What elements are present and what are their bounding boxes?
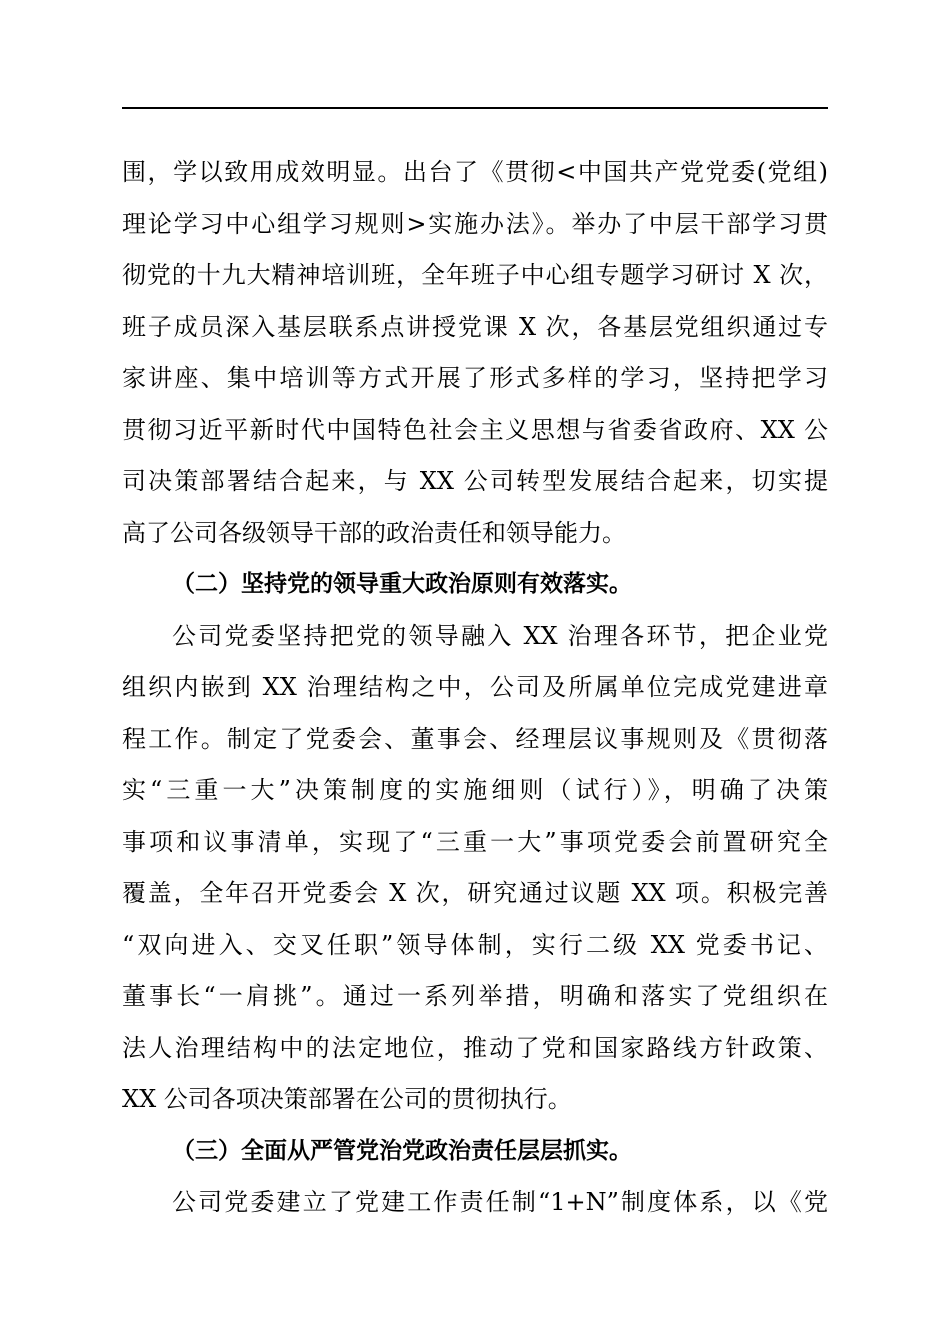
- body-line: 围，学以致用成效明显。出台了《贯彻<中国共产党党委(党组): [122, 158, 828, 186]
- document-body: [122, 147, 828, 1229]
- body-line: 组织内嵌到 XX 治理结构之中，公司及所属单位完成党建进章: [122, 673, 828, 701]
- body-line: 实“三重一大”决策制度的实施细则（试行）》，明确了决策: [122, 776, 828, 804]
- body-line: 公司党委坚持把党的领导融入 XX 治理各环节，把企业党: [172, 621, 828, 650]
- body-line: 覆盖，全年召开党委会 X 次，研究通过议题 XX 项。积极完善: [122, 879, 828, 907]
- body-line: 程工作。制定了党委会、董事会、经理层议事规则及《贯彻落: [122, 724, 828, 753]
- body-line: 法人治理结构中的法定地位，推动了党和国家路线方针政策、: [122, 1033, 828, 1062]
- header-rule: [122, 107, 828, 109]
- body-line: 贯彻习近平新时代中国特色社会主义思想与省委省政府、XX 公: [122, 415, 828, 444]
- body-line: 高了公司各级领导干部的政治责任和领导能力。: [122, 518, 626, 547]
- body-line: 班子成员深入基层联系点讲授党课 X 次，各基层党组织通过专: [122, 312, 828, 341]
- section-heading: （三）全面从严管党治党政治责任层层抓实。: [172, 1137, 632, 1164]
- body-line: XX 公司各项决策部署在公司的贯彻执行。: [122, 1085, 572, 1113]
- body-line: 董事长“一肩挑”。通过一系列举措，明确和落实了党组织在: [122, 982, 828, 1010]
- body-line: 理论学习中心组学习规则>实施办法》。举办了中层干部学习贯: [122, 209, 828, 238]
- body-line: 彻党的十九大精神培训班，全年班子中心组专题学习研讨 X 次，: [122, 261, 828, 289]
- body-line: 事项和议事清单，实现了“三重一大”事项党委会前置研究全: [122, 827, 828, 856]
- body-line: 家讲座、集中培训等方式开展了形式多样的学习，坚持把学习: [122, 364, 828, 392]
- body-line: 司决策部署结合起来，与 XX 公司转型发展结合起来，切实提: [122, 467, 828, 495]
- section-heading: （二）坚持党的领导重大政治原则有效落实。: [172, 571, 632, 597]
- body-line: 公司党委建立了党建工作责任制“1+N”制度体系，以《党: [172, 1188, 828, 1216]
- body-line: “双向进入、交叉任职”领导体制，实行二级 XX 党委书记、: [122, 930, 828, 959]
